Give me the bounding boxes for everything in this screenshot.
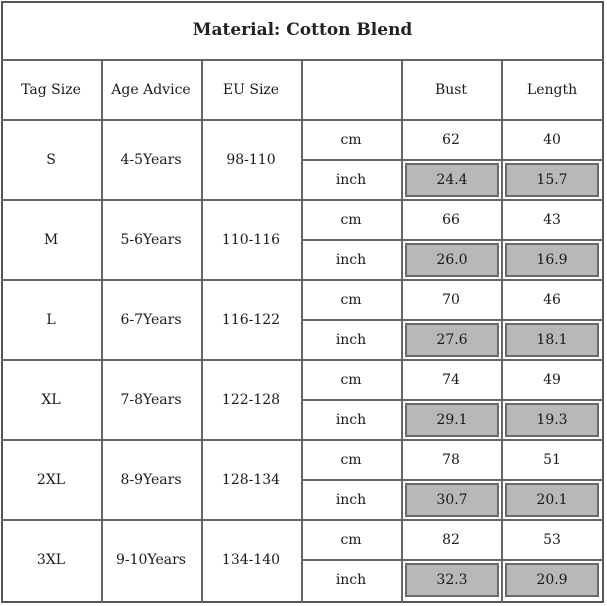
material-title: Material: Cotton Blend	[192, 20, 413, 40]
bust-inch-value: 29.1	[405, 403, 499, 437]
unit-label-inch: inch	[335, 172, 367, 188]
bust-cm-value: 82	[442, 532, 460, 548]
eu-size-cell: 116-122	[221, 312, 281, 328]
eu-size-cell: 134-140	[221, 552, 281, 568]
bust-inch-value: 27.6	[405, 323, 499, 357]
length-cm-value: 51	[543, 452, 561, 468]
header-length: Length	[526, 82, 578, 98]
bust-cm-value: 74	[442, 372, 460, 388]
unit-label-cm: cm	[340, 212, 362, 228]
age-advice-cell: 4-5Years	[120, 152, 182, 168]
length-cm-value: 46	[543, 292, 561, 308]
length-inch-value: 20.9	[505, 563, 599, 597]
length-inch-value: 20.1	[505, 483, 599, 517]
header-unit	[301, 61, 401, 119]
unit-label-inch: inch	[335, 572, 367, 588]
header-tag-size: Tag Size	[21, 82, 81, 98]
age-advice-cell: 7-8Years	[120, 392, 182, 408]
unit-label-cm: cm	[340, 452, 362, 468]
length-inch-value: 19.3	[505, 403, 599, 437]
bust-inch-value: 26.0	[405, 243, 499, 277]
unit-label-cm: cm	[340, 292, 362, 308]
header-age-advice: Age Advice	[111, 82, 191, 98]
unit-label-cm: cm	[340, 372, 362, 388]
bust-inch-value: 24.4	[405, 163, 499, 197]
tag-size-cell: XL	[41, 392, 61, 408]
header-eu-size: EU Size	[222, 82, 280, 98]
unit-label-cm: cm	[340, 532, 362, 548]
eu-size-cell: 98-110	[226, 152, 276, 168]
length-cm-value: 43	[543, 212, 561, 228]
unit-label-cm: cm	[340, 132, 362, 148]
tag-size-cell: 3XL	[36, 552, 66, 568]
bust-cm-value: 62	[442, 132, 460, 148]
bust-cm-value: 78	[442, 452, 460, 468]
header-bust: Bust	[434, 82, 468, 98]
tag-size-cell: M	[43, 232, 59, 248]
age-advice-cell: 6-7Years	[120, 312, 182, 328]
length-cm-value: 49	[543, 372, 561, 388]
age-advice-cell: 5-6Years	[120, 232, 182, 248]
bust-inch-value: 30.7	[405, 483, 499, 517]
length-inch-value: 16.9	[505, 243, 599, 277]
age-advice-cell: 9-10Years	[116, 552, 186, 568]
tag-size-cell: L	[46, 312, 56, 328]
length-inch-value: 18.1	[505, 323, 599, 357]
age-advice-cell: 8-9Years	[120, 472, 182, 488]
unit-label-inch: inch	[335, 492, 367, 508]
eu-size-cell: 122-128	[221, 392, 281, 408]
bust-cm-value: 66	[442, 212, 460, 228]
tag-size-cell: S	[46, 152, 56, 168]
tag-size-cell: 2XL	[36, 472, 66, 488]
unit-label-inch: inch	[335, 412, 367, 428]
bust-cm-value: 70	[442, 292, 460, 308]
eu-size-cell: 128-134	[221, 472, 281, 488]
eu-size-cell: 110-116	[221, 232, 281, 248]
length-cm-value: 53	[543, 532, 561, 548]
length-inch-value: 15.7	[505, 163, 599, 197]
unit-label-inch: inch	[335, 252, 367, 268]
length-cm-value: 40	[543, 132, 561, 148]
bust-inch-value: 32.3	[405, 563, 499, 597]
unit-label-inch: inch	[335, 332, 367, 348]
